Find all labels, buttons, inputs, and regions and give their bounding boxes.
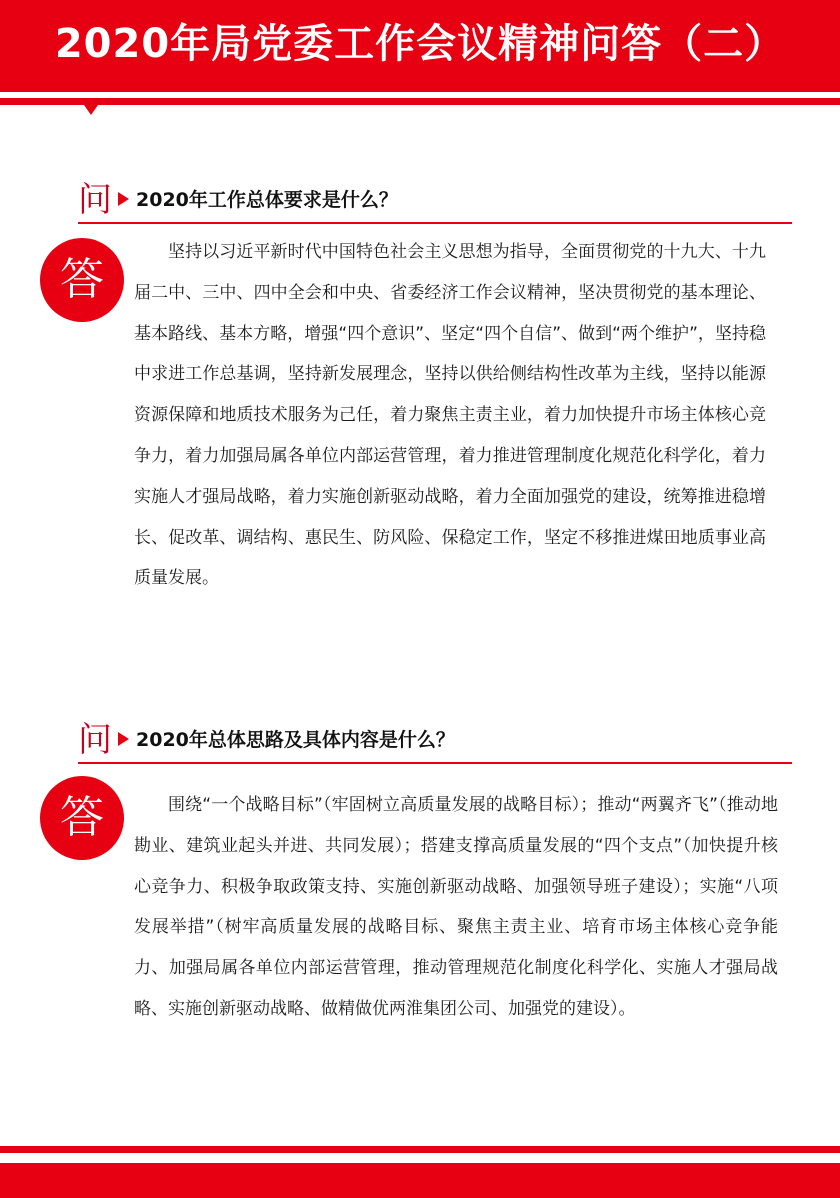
header-divider [0,98,840,105]
triangle-right-icon [118,732,129,746]
header-notch-marker [84,105,98,115]
footer-divider [0,1146,840,1153]
answer-badge: 答 [40,776,124,860]
question-row-2 [78,720,792,764]
question-divider [78,762,792,764]
question-text: 2020年工作总体要求是什么？ [136,189,398,211]
triangle-right-icon [118,192,129,206]
question-text: 2020年总体思路及具体内容是什么？ [136,729,455,751]
question-mark-char: 问 [78,180,112,220]
page-title: 2020年局党委工作会议精神问答（二） [54,21,786,67]
answer-text: 围绕“一个战略目标”（牢固树立高质量发展的战略目标）；推动“两翼齐飞”（推动地勘业、建筑业起头并进、共同发展）；搭建支撑高质量发展的“四个支点”（加快提升核心竞争力、积极争取政策支持、实施创新驱动战略、加强领导班子建设）；实施“八项发展举措”（树牢高质量发展的战略目标、聚焦主责主业、培育市场主体核心竞争能力、加强局属各单位内部运营管理，推动管理规范化制度化科学化、实施人才强局战略、实施创新驱动战略、做精做优两淮集团公司、加强党的建设）。 [134,795,778,1019]
footer-banner [0,1163,840,1198]
question-divider [78,222,792,224]
answer-badge: 答 [40,238,124,322]
question-mark-char: 问 [78,720,112,760]
answer-text: 坚持以习近平新时代中国特色社会主义思想为指导，全面贯彻党的十九大、十九届二中、三中、四中全会和中央、省委经济工作会议精神，坚决贯彻党的基本理论、基本路线、基本方略，增强“四个意识”、坚定“四个自信”、做到“两个维护”，坚持稳中求进工作总基调，坚持新发展理念，坚持以供给侧结构性改革为主线，坚持以能源资源保障和地质技术服务为己任，着力聚焦主责主业，着力加快提升市场主体核心竞争力，着力加强局属各单位内部运营管理，着力推进管理制度化规范化科学化，着力实施人才强局战略，着力实施创新驱动战略，着力全面加强党的建设，统筹推进稳增长、促改革、调结构、惠民生、防风险、保稳定工作，坚定不移推进煤田地质事业高质量发展。 [134,242,766,589]
question-row-1 [78,180,792,224]
